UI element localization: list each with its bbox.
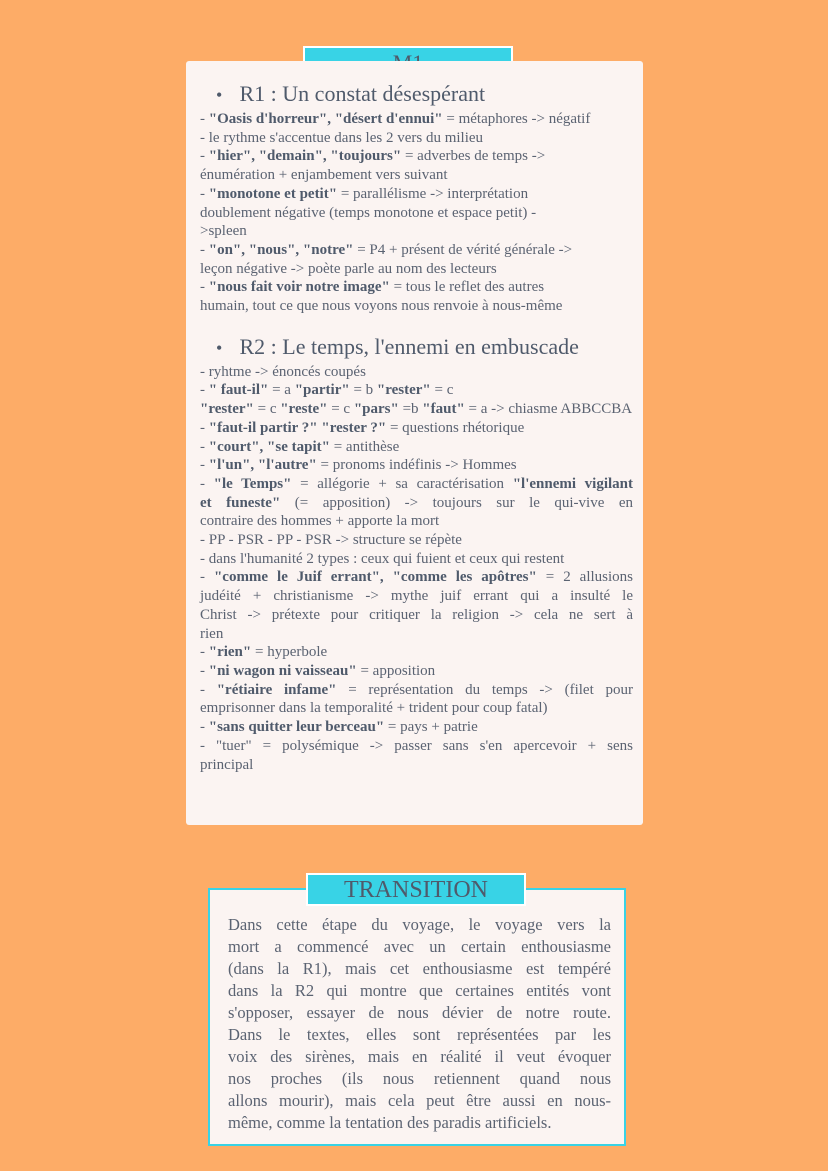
- note-line: [200, 625, 633, 644]
- bullet-icon: •: [216, 85, 223, 105]
- note-line: [200, 756, 633, 775]
- note-text: -: [200, 569, 214, 586]
- note-text: -: [200, 719, 209, 736]
- note-line: [200, 531, 633, 550]
- transition-box: [208, 888, 626, 1146]
- note-text: -: [200, 279, 209, 296]
- note-line: [200, 241, 633, 260]
- transition-line: Dans cette étape du voyage, le voyage vers la: [228, 915, 611, 934]
- quote-text: et funeste": [200, 494, 281, 511]
- quote-text: "nous fait voir notre image": [208, 279, 390, 296]
- note-text: - PP - PSR - PP - PSR -> structure se répète: [200, 532, 462, 549]
- note-text: = adverbes de temps ->: [401, 148, 546, 165]
- bullet-icon: •: [216, 337, 223, 358]
- note-text: = tous le reflet des autres: [389, 279, 545, 296]
- note-line: [200, 166, 633, 185]
- note-text: = allégorie + sa caractérisation: [291, 475, 513, 492]
- transition-line: s'opposer, essayer de nous dévier de notre route.: [228, 1003, 611, 1022]
- transition-tag: TRANSITION: [306, 873, 526, 906]
- r1-title: R1 : Un constat désespérant: [239, 81, 486, 106]
- note-line: [200, 643, 633, 662]
- note-text: = c: [253, 401, 281, 418]
- quote-text: "l'ennemi vigilant: [512, 475, 634, 492]
- note-line: [200, 494, 633, 513]
- quote-text: "ni wagon ni vaisseau": [208, 662, 357, 679]
- note-line: [200, 475, 633, 494]
- quote-text: " faut-il": [208, 382, 269, 399]
- note-text: - dans l'humanité 2 types : ceux qui fuient et ceux qui restent: [200, 550, 565, 567]
- note-line: [200, 185, 633, 204]
- quote-text: "monotone et petit": [208, 185, 338, 202]
- r1-notes: [200, 110, 633, 316]
- quote-text: "rien": [208, 644, 252, 661]
- quote-text: "court", "se tapit": [208, 438, 330, 455]
- note-text: emprisonner dans la temporalité + trident pour coup fatal): [200, 700, 548, 717]
- note-text: - ryhtme -> énoncés coupés: [200, 363, 366, 380]
- note-text: judéité + christianisme -> mythe juif errant qui a insulté le: [200, 588, 633, 605]
- quote-text: "faut": [422, 401, 465, 418]
- transition-line: allons mourir), mais cela peut être aussi en nous-: [228, 1091, 611, 1110]
- quote-text: "rétiaire infame": [216, 681, 337, 698]
- quote-text: "pars": [353, 401, 399, 418]
- note-line: [200, 568, 633, 587]
- quote-text: "comme le Juif errant", "comme les apôtres": [213, 569, 537, 586]
- r1-heading: [216, 81, 633, 108]
- quote-text: "reste": [280, 401, 328, 418]
- note-text: = P4 + présent de vérité générale ->: [353, 241, 573, 258]
- note-line: [200, 512, 633, 531]
- transition-line: (dans la R1), mais cet enthousiasme est tempéré: [228, 959, 611, 978]
- note-line: [200, 363, 633, 382]
- note-text: = apposition: [356, 662, 436, 679]
- note-text: -: [200, 111, 209, 127]
- note-line: [200, 681, 633, 700]
- quote-text: "sans quitter leur berceau": [208, 719, 385, 736]
- note-line: [200, 110, 633, 129]
- note-line: [200, 438, 633, 457]
- note-text: -: [200, 475, 214, 492]
- r2-notes: [200, 363, 633, 774]
- note-text: -: [200, 457, 209, 474]
- note-text: = hyperbole: [251, 644, 328, 661]
- r2-title: R2 : Le temps, l'ennemi en embuscade: [239, 333, 579, 359]
- transition-line: mort a commencé avec un certain enthousiasme: [228, 937, 611, 956]
- note-text: -: [200, 438, 209, 455]
- note-text: = c: [430, 382, 454, 399]
- note-text: = pronoms indéfinis -> Hommes: [316, 457, 517, 474]
- note-line: [200, 419, 633, 438]
- quote-text: "l'un", "l'autre": [208, 457, 317, 474]
- note-line: [200, 606, 633, 625]
- transition-line: voix des sirènes, mais en réalité il veut évoquer: [228, 1047, 611, 1066]
- note-text: -: [200, 419, 209, 436]
- note-text: -: [200, 662, 209, 679]
- transition-line: même, comme la tentation des paradis artificiels.: [228, 1113, 552, 1132]
- quote-text: "rester": [376, 382, 431, 399]
- transition-line: dans la R2 qui montre que certaines entités vont: [228, 981, 611, 1000]
- note-line: [200, 381, 633, 400]
- note-text: énumération + enjambement vers suivant: [200, 167, 448, 184]
- note-text: =b: [398, 401, 423, 418]
- note-text: -: [200, 644, 209, 661]
- note-text: = pays + patrie: [384, 719, 478, 736]
- note-line: [200, 278, 633, 297]
- note-text: Christ -> prétexte pour critiquer la religion -> cela ne sert à: [200, 606, 633, 623]
- note-text: leçon négative -> poète parle au nom des lecteurs: [200, 260, 497, 277]
- note-text: = parallélisme -> interprétation: [337, 185, 529, 202]
- note-text: principal: [200, 756, 254, 773]
- note-text: -: [200, 148, 209, 165]
- note-text: -: [200, 382, 209, 399]
- note-line: [200, 204, 633, 223]
- r2-heading: [216, 334, 633, 361]
- note-text: = métaphores -> négatif: [442, 111, 591, 127]
- note-line: [200, 260, 633, 279]
- note-line: [200, 456, 633, 475]
- note-line: [200, 699, 633, 718]
- note-text: - "tuer" = polysémique -> passer sans s'en apercevoir + sens: [200, 737, 633, 754]
- note-text: - le rythme s'accentue dans les 2 vers du milieu: [200, 129, 484, 146]
- note-line: [200, 718, 633, 737]
- note-text: = c: [327, 401, 354, 418]
- note-line: [200, 587, 633, 606]
- note-line: [200, 129, 633, 148]
- note-text: humain, tout ce que nous voyons nous renvoie à nous-même: [200, 298, 563, 315]
- note-text: (= apposition) -> toujours sur le qui-vive en: [280, 494, 634, 511]
- note-text: -: [200, 681, 217, 698]
- m1-card: [186, 61, 643, 825]
- note-text: doublement négative (temps monotone et espace petit) -: [200, 204, 537, 221]
- note-line: [200, 400, 633, 419]
- note-text: -: [200, 185, 209, 202]
- quote-text: "on", "nous", "notre": [208, 241, 354, 258]
- quote-text: "le Temps": [213, 475, 292, 492]
- transition-line: nos proches (ils nous retiennent quand nous: [228, 1069, 611, 1088]
- note-text: = a -> chiasme ABBCCBA: [464, 401, 633, 418]
- quote-text: "partir": [294, 382, 350, 399]
- note-text: = antithèse: [329, 438, 400, 455]
- note-line: [200, 662, 633, 681]
- quote-text: "faut-il partir ?" "rester ?": [208, 419, 387, 436]
- note-text: -: [200, 241, 209, 258]
- quote-text: "Oasis d'horreur", "désert d'ennui": [208, 111, 443, 127]
- note-line: [200, 297, 633, 316]
- note-line: [200, 222, 633, 241]
- quote-text: "hier", "demain", "toujours": [208, 148, 402, 165]
- note-text: rien: [200, 625, 224, 642]
- note-text: = représentation du temps -> (filet pour: [336, 681, 633, 698]
- note-text: = questions rhétorique: [386, 419, 525, 436]
- note-text: >spleen: [200, 223, 247, 240]
- note-line: [200, 550, 633, 569]
- note-text: = b: [349, 382, 377, 399]
- note-text: = 2 allusions: [536, 569, 634, 586]
- quote-text: "rester": [200, 401, 254, 418]
- transition-line: Dans le textes, elles sont représentées par les: [228, 1025, 611, 1044]
- note-text: contraire des hommes + apporte la mort: [200, 513, 440, 530]
- note-line: [200, 737, 633, 756]
- note-line: [200, 147, 633, 166]
- note-text: = a: [268, 382, 295, 399]
